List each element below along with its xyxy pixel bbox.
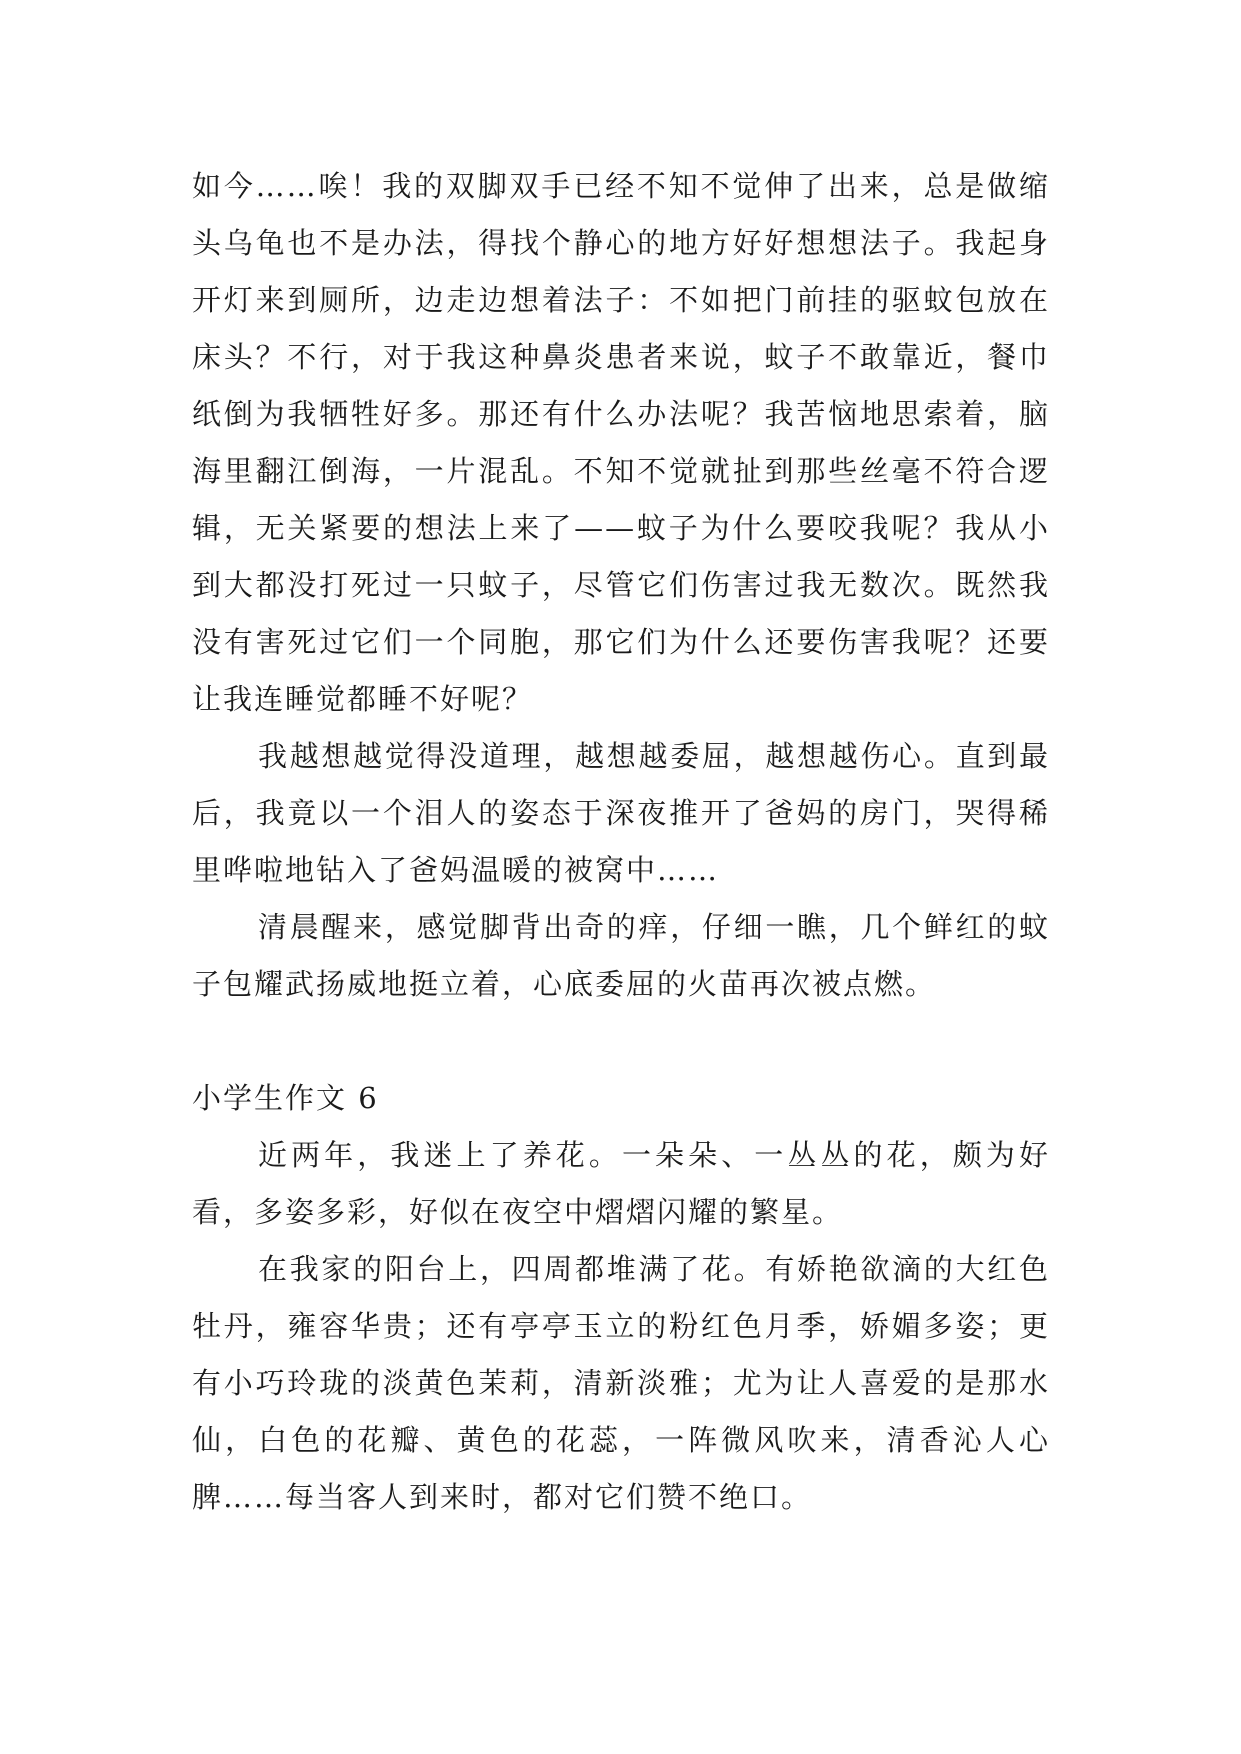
paragraph-4: 近两年，我迷上了养花。一朵朵、一丛丛的花，颇为好看，多姿多彩，好似在夜空中熠熠闪耀的繁星。 [192,1138,1050,1229]
paragraph-3: 清晨醒来，感觉脚背出奇的痒，仔细一瞧，几个鲜红的蚊子包耀武扬威地挺立着，心底委屈的火苗再次被点燃。 [192,910,1050,1001]
paragraph-2: 我越想越觉得没道理，越想越委屈，越想越伤心。直到最后，我竟以一个泪人的姿态于深夜推开了爸妈的房门，哭得稀里哗啦地钻入了爸妈温暖的被窝中…… [192,739,1050,887]
paragraph-5: 在我家的阳台上，四周都堆满了花。有娇艳欲滴的大红色牡丹，雍容华贵；还有亭亭玉立的粉红色月季，娇媚多姿；更有小巧玲珑的淡黄色茉莉，清新淡雅；尤为让人喜爱的是那水仙，白色的花瓣、黄色的花蕊，一阵微风吹来，清香沁人心脾……每当客人到来时，都对它们赞不绝口。 [192,1252,1050,1514]
paragraph-1: 如今……唉！我的双脚双手已经不知不觉伸了出来，总是做缩头乌龟也不是办法，得找个静心的地方好好想想法子。我起身开灯来到厕所，边走边想着法子：不如把门前挂的驱蚊包放在床头？不行，对于我这种鼻炎患者来说，蚊子不敢靠近，餐巾纸倒为我牺牲好多。那还有什么办法呢？我苦恼地思索着，脑海里翻江倒海，一片混乱。不知不觉就扯到那些丝毫不符合逻辑，无关紧要的想法上来了——蚊子为什么要咬我呢？我从小到大都没打死过一只蚊子，尽管它们伤害过我无数次。既然我没有害死过它们一个同胞，那它们为什么还要伤害我呢？还要让我连睡觉都睡不好呢？ [192,169,1050,716]
section-spacer [192,1013,1050,1070]
section-title: 小学生作文 6 [192,1081,379,1115]
document-body [192,158,1050,1526]
